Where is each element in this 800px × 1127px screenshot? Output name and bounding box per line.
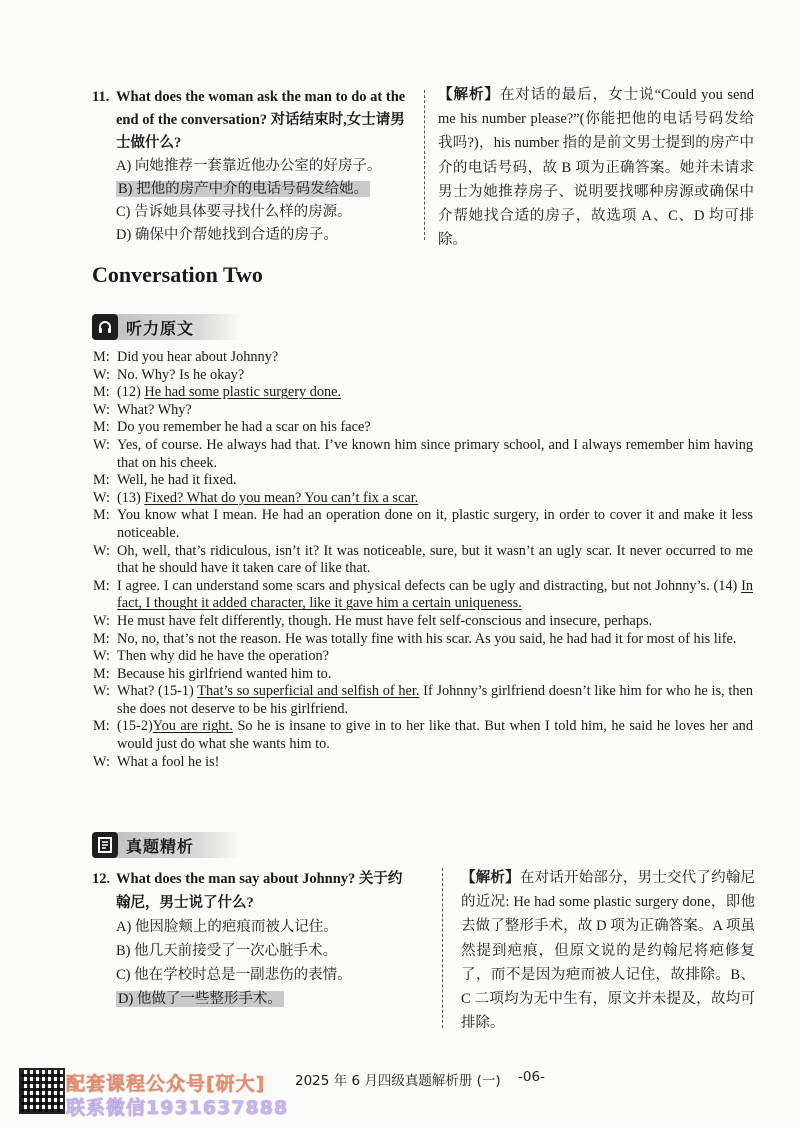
speaker-label: W: <box>93 648 110 665</box>
question-text: What does the man say about Johnny? 关于约翰尼，男士说了什么? <box>116 871 403 911</box>
speaker-label: M: <box>93 630 110 647</box>
transcript-line <box>93 384 753 402</box>
transcript-text <box>117 648 753 666</box>
speaker-label: W: <box>93 753 110 770</box>
transcript-text <box>117 578 753 613</box>
line-text: Oh, well, that’s ridiculous, isn’t it? It was noticeable, sure, but it wasn’t an ugly scar. It never occurred to me that he should have it taken care of like that. <box>117 542 753 577</box>
transcript-line <box>93 543 753 578</box>
book-icon <box>92 832 118 858</box>
transcript-line <box>93 666 753 684</box>
transcript-text <box>117 631 753 649</box>
transcript-text <box>117 754 753 772</box>
speaker-label: M: <box>93 507 110 524</box>
transcript-text <box>117 613 753 631</box>
line-text-continued: So he is insane to give in to her like that. But when I told him, he said he loves her and would just do what she wants him to. <box>117 718 753 753</box>
line-text: (12) <box>117 384 145 401</box>
transcript-text <box>117 419 753 437</box>
line-text: He must have felt differently, though. He must have felt self-conscious and insecure, perhaps. <box>117 612 653 629</box>
question-12 <box>92 867 414 1011</box>
question-12-stem <box>92 867 414 915</box>
line-text: Then why did he have the operation? <box>117 648 329 665</box>
option-d: D) 确保中介帮她找到合适的房子。 <box>116 227 338 243</box>
transcript-line <box>93 631 753 649</box>
transcript-text <box>117 349 753 367</box>
speaker-label: M: <box>93 718 110 735</box>
line-text: What a fool he is! <box>117 753 220 770</box>
speaker-label: W: <box>93 542 110 559</box>
transcript-line <box>93 718 753 753</box>
analysis-text: 在对话开始部分，男士交代了约翰尼的近况: He had some plastic surgery done，即他去做了整形手术，故 D 项为正确答案。A 项虽然提到疤痕，但原文说的是约翰尼将疤修复了，而不是因为疤而被人记住，故排除。B、C 二项均为无中生有，原文并未提及，故均可排除。 <box>461 870 756 1032</box>
key-sentence-underlined: Fixed? What do you mean? You can’t fix a scar. <box>144 489 419 506</box>
banner-transcript <box>92 314 242 340</box>
option-d-highlight: D) 他做了一些整形手术。 <box>118 991 282 1007</box>
speaker-label: M: <box>93 384 110 401</box>
transcript-text <box>117 384 753 402</box>
footer-title: 2025 年 6 月四级真题解析册 (一) <box>295 1073 501 1089</box>
transcript-text <box>117 718 753 753</box>
line-text: Did you hear about Johnny? <box>117 349 279 365</box>
key-sentence-underlined: You are right. <box>152 718 233 735</box>
transcript-text <box>117 543 753 578</box>
transcript-text <box>117 437 753 472</box>
transcript-line <box>93 490 753 508</box>
transcript-line <box>93 613 753 631</box>
question-number: 12. <box>92 871 111 887</box>
watermark-line-1: 配套课程公众号[研大] <box>66 1073 266 1095</box>
headphones-icon <box>92 314 118 340</box>
transcript-text <box>117 683 753 718</box>
banner-label: 听力原文 <box>126 318 195 338</box>
line-text: No, no, that’s not the reason. He was totally fine with his scar. As you said, he had had it for most of his life. <box>117 630 737 647</box>
option-c: C) 他在学校时总是一副悲伤的表情。 <box>116 967 352 983</box>
speaker-label: M: <box>93 349 110 365</box>
section-title: Conversation Two <box>92 262 263 287</box>
transcript-line <box>93 754 753 772</box>
line-text: Yes, of course. He always had that. I’ve known him since primary school, and I always remember him having that on his cheek. <box>117 436 753 471</box>
analysis-tag: 【解析】 <box>438 87 500 103</box>
column-divider <box>424 90 425 240</box>
speaker-label: W: <box>93 366 110 383</box>
question-11 <box>92 86 414 247</box>
transcript-text <box>117 472 753 490</box>
transcript-text <box>117 402 753 420</box>
key-sentence-underlined: He had some plastic surgery done. <box>144 384 342 401</box>
page-number: -06- <box>518 1069 545 1085</box>
option-a: A) 向她推荐一套靠近他办公室的好房子。 <box>116 158 382 174</box>
option-d-correct <box>92 987 414 1011</box>
speaker-label: W: <box>93 612 110 629</box>
banner-label: 真题精析 <box>126 836 195 856</box>
option-a: A) 他因脸颊上的疤痕而被人记住。 <box>116 919 338 935</box>
line-text: No. Why? Is he okay? <box>117 366 245 383</box>
speaker-label: M: <box>93 472 110 489</box>
line-text-continued: If Johnny’s girlfriend doesn’t like him for who he is, then she does not deserve to be his girlfriend. <box>117 683 753 717</box>
transcript-text <box>117 367 753 385</box>
analysis-12 <box>461 866 755 1035</box>
speaker-label: M: <box>93 577 110 594</box>
line-text: Well, he had it fixed. <box>117 472 237 489</box>
transcript-line <box>93 437 753 472</box>
line-text: You know what I mean. He had an operation done on it, plastic surgery, in order to cover it and make it less noticeable. <box>117 507 753 541</box>
option-b: B) 他几天前接受了一次心脏手术。 <box>116 943 338 959</box>
speaker-label: W: <box>93 401 110 418</box>
qr-code <box>19 1068 65 1114</box>
transcript-line <box>93 367 753 385</box>
line-text: (13) <box>117 489 145 506</box>
speaker-label: W: <box>93 489 110 506</box>
speaker-label: W: <box>93 683 110 700</box>
transcript-text <box>117 490 753 508</box>
transcript-line <box>93 507 753 542</box>
analysis-11 <box>438 83 754 252</box>
line-text: (15-2) <box>117 718 153 735</box>
watermark-line-2: 联系微信1931637888 <box>66 1097 289 1119</box>
transcript-line <box>93 402 753 420</box>
key-sentence-underlined: In fact, I thought it added character, like it gave him a certain uniqueness. <box>117 577 753 612</box>
key-sentence-underlined: That’s so superficial and selfish of her. <box>197 683 420 700</box>
transcript-line <box>93 683 753 718</box>
line-text: I agree. I can understand some scars and physical defects can be ugly and distracting, but not Johnny’s. (14) <box>117 577 742 594</box>
transcript-line <box>93 419 753 437</box>
line-text: What? Why? <box>117 401 192 418</box>
analysis-text: 在对话的最后，女士说“Could you send me his number please?”(你能把他的电话号码发给我吗?)，his number 指的是前文男士提到的房产中介的电话号码，故 B 项为正确答案。她并未请求男士为她推荐房子、说明要找哪种房源或确保中介帮她找合适的房子，故选项 A、C、D 均可排除。 <box>438 87 755 249</box>
transcript-text <box>117 666 753 684</box>
transcript-line <box>93 472 753 490</box>
line-text: What? (15-1) <box>117 683 198 700</box>
option-b-highlight: B) 把他的房产中介的电话号码发给她。 <box>118 181 369 197</box>
column-divider <box>442 868 443 1028</box>
question-text: What does the woman ask the man to do at the end of the conversation? 对话结束时,女士请男士做什么? <box>116 89 406 151</box>
transcript-line <box>93 648 753 666</box>
transcript-text <box>117 507 753 542</box>
speaker-label: W: <box>93 436 110 453</box>
transcript <box>93 349 753 771</box>
analysis-tag: 【解析】 <box>461 870 520 886</box>
banner-analysis <box>92 832 242 858</box>
option-c: C) 告诉她具体要寻找什么样的房源。 <box>116 204 352 220</box>
line-text: Do you remember he had a scar on his face? <box>117 419 371 436</box>
line-text: Because his girlfriend wanted him to. <box>117 665 332 682</box>
speaker-label: M: <box>93 665 110 682</box>
transcript-line <box>93 349 753 367</box>
question-number: 11. <box>92 89 110 105</box>
question-11-stem <box>92 86 414 155</box>
option-b-correct <box>92 178 414 201</box>
transcript-line <box>93 578 753 613</box>
speaker-label: M: <box>93 419 110 436</box>
